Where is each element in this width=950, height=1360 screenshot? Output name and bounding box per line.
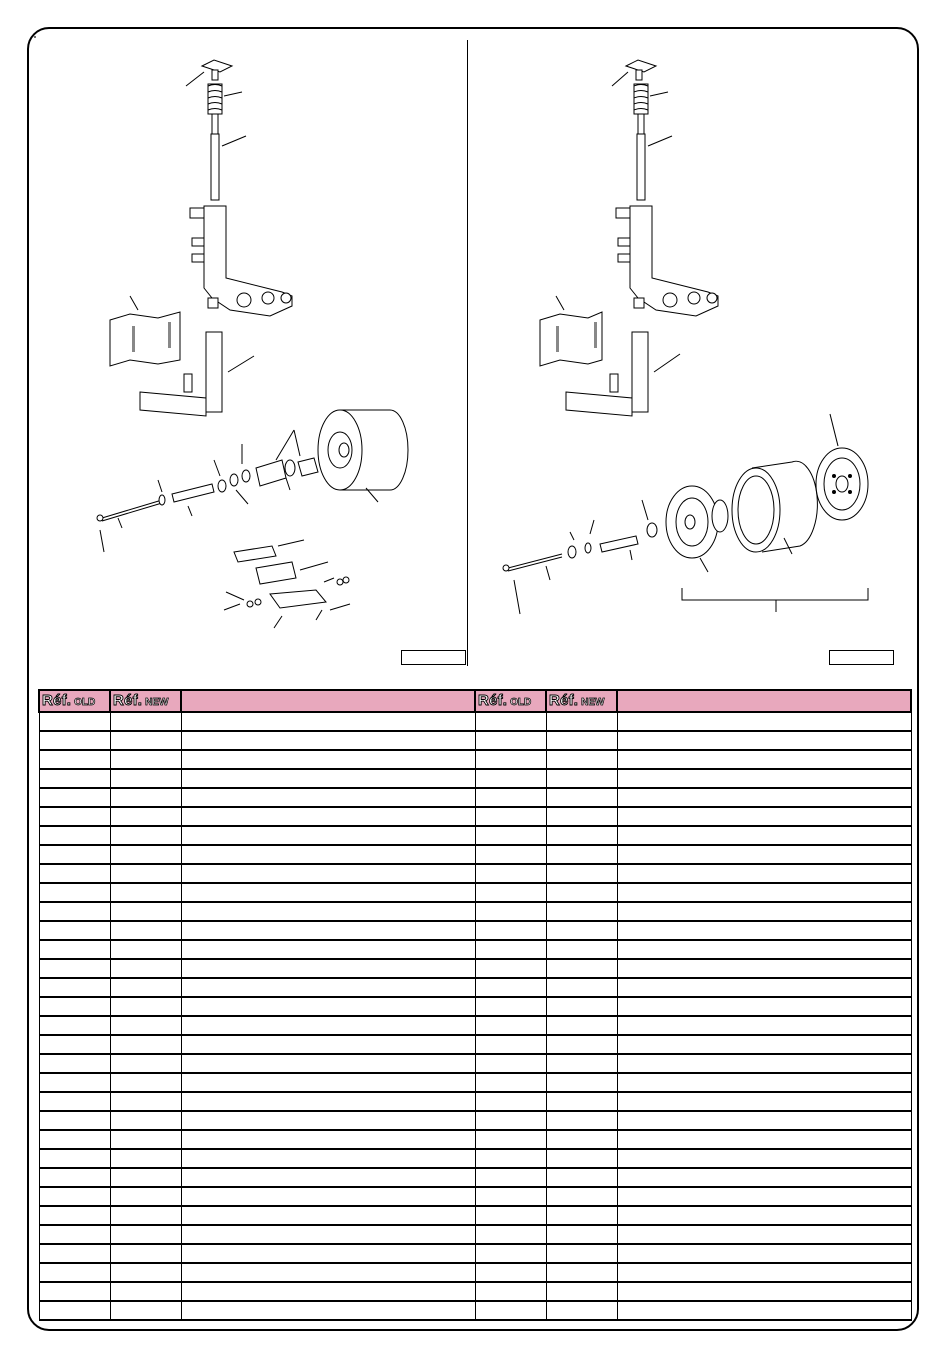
axle-right bbox=[503, 500, 657, 614]
cell-ref-old-right bbox=[475, 1016, 546, 1035]
cell-description-left bbox=[181, 1168, 475, 1187]
table-row bbox=[39, 921, 911, 940]
cell-ref-new-right bbox=[546, 1092, 617, 1111]
cell-ref-new-left bbox=[110, 940, 181, 959]
cell-description-left bbox=[181, 845, 475, 864]
cell-ref-new-left bbox=[110, 1092, 181, 1111]
cell-description-right bbox=[617, 978, 911, 997]
cell-ref-new-right bbox=[546, 1073, 617, 1092]
caster-knob-left bbox=[186, 60, 232, 86]
cell-ref-new-right bbox=[546, 883, 617, 902]
scraper-plates-left bbox=[224, 540, 350, 628]
cell-ref-old-left bbox=[39, 1092, 110, 1111]
cell-ref-old-left bbox=[39, 1054, 110, 1073]
cell-ref-old-right bbox=[475, 1054, 546, 1073]
spring-left bbox=[208, 84, 242, 114]
cell-ref-old-left bbox=[39, 978, 110, 997]
cell-ref-old-right bbox=[475, 1168, 546, 1187]
cell-ref-new-right bbox=[546, 826, 617, 845]
cell-ref-new-right bbox=[546, 1149, 617, 1168]
cell-description-left bbox=[181, 959, 475, 978]
cell-ref-new-right bbox=[546, 1035, 617, 1054]
cell-ref-old-left bbox=[39, 1244, 110, 1263]
cell-ref-old-left bbox=[39, 769, 110, 788]
cell-description-left bbox=[181, 712, 475, 731]
table-row bbox=[39, 978, 911, 997]
cell-ref-old-left bbox=[39, 750, 110, 769]
cell-description-left bbox=[181, 788, 475, 807]
cell-ref-old-right bbox=[475, 731, 546, 750]
table-row bbox=[39, 712, 911, 731]
cell-ref-new-right bbox=[546, 1282, 617, 1301]
cell-ref-new-left bbox=[110, 807, 181, 826]
cell-ref-old-right bbox=[475, 1035, 546, 1054]
cell-description-left bbox=[181, 921, 475, 940]
cell-ref-new-left bbox=[110, 1301, 181, 1320]
cell-ref-old-right bbox=[475, 997, 546, 1016]
cell-ref-new-left bbox=[110, 712, 181, 731]
cell-description-left bbox=[181, 750, 475, 769]
cell-ref-new-left bbox=[110, 1054, 181, 1073]
cell-ref-old-left bbox=[39, 807, 110, 826]
cell-description-right bbox=[617, 1111, 911, 1130]
cell-ref-new-right bbox=[546, 712, 617, 731]
cell-description-right bbox=[617, 1301, 911, 1320]
axle-left bbox=[97, 430, 318, 552]
cell-ref-old-left bbox=[39, 1187, 110, 1206]
cell-description-left bbox=[181, 769, 475, 788]
cell-ref-old-left bbox=[39, 1225, 110, 1244]
cell-ref-new-left bbox=[110, 959, 181, 978]
table-row bbox=[39, 1168, 911, 1187]
left-assembly-diagram bbox=[97, 60, 408, 628]
cell-ref-old-right bbox=[475, 864, 546, 883]
table-row bbox=[39, 1301, 911, 1320]
cell-ref-old-right bbox=[475, 902, 546, 921]
cell-description-left bbox=[181, 1187, 475, 1206]
cell-ref-new-right bbox=[546, 845, 617, 864]
table-row bbox=[39, 1244, 911, 1263]
cell-description-right bbox=[617, 864, 911, 883]
cell-ref-new-right bbox=[546, 1187, 617, 1206]
cell-description-left bbox=[181, 902, 475, 921]
cell-ref-old-right bbox=[475, 1244, 546, 1263]
table-row bbox=[39, 807, 911, 826]
cell-ref-old-right bbox=[475, 1187, 546, 1206]
cell-ref-new-left bbox=[110, 997, 181, 1016]
cell-ref-old-right bbox=[475, 845, 546, 864]
table-row bbox=[39, 788, 911, 807]
guard-plate-left bbox=[110, 296, 180, 366]
cell-ref-new-right bbox=[546, 959, 617, 978]
cell-ref-new-right bbox=[546, 902, 617, 921]
cell-ref-old-right bbox=[475, 788, 546, 807]
table-row bbox=[39, 769, 911, 788]
cell-description-left bbox=[181, 1092, 475, 1111]
cell-ref-new-left bbox=[110, 731, 181, 750]
cell-ref-new-left bbox=[110, 1282, 181, 1301]
cell-ref-old-left bbox=[39, 940, 110, 959]
cell-ref-new-right bbox=[546, 997, 617, 1016]
table-row bbox=[39, 845, 911, 864]
cell-description-right bbox=[617, 845, 911, 864]
cell-description-left bbox=[181, 1149, 475, 1168]
cell-ref-new-right bbox=[546, 731, 617, 750]
cell-ref-old-left bbox=[39, 1149, 110, 1168]
cell-ref-new-left bbox=[110, 788, 181, 807]
header-ref-old-right: Réf. OLD bbox=[475, 690, 546, 712]
cell-description-left bbox=[181, 1035, 475, 1054]
cell-description-left bbox=[181, 1073, 475, 1092]
header-ref-old-left: Réf. OLD bbox=[39, 690, 110, 712]
header-description-left bbox=[181, 690, 475, 712]
cell-ref-old-left bbox=[39, 1035, 110, 1054]
table-row bbox=[39, 731, 911, 750]
table-row bbox=[39, 883, 911, 902]
cell-description-right bbox=[617, 997, 911, 1016]
cell-description-right bbox=[617, 750, 911, 769]
roller-drum-left bbox=[318, 410, 408, 502]
cell-description-right bbox=[617, 921, 911, 940]
cell-ref-new-right bbox=[546, 921, 617, 940]
cell-ref-old-left bbox=[39, 1282, 110, 1301]
cell-ref-old-left bbox=[39, 788, 110, 807]
cell-description-right bbox=[617, 731, 911, 750]
roller-shell-right bbox=[732, 461, 817, 554]
cell-description-right bbox=[617, 1206, 911, 1225]
bracket-right bbox=[616, 206, 718, 316]
caster-knob-right bbox=[612, 60, 656, 86]
cell-ref-new-right bbox=[546, 1054, 617, 1073]
table-row bbox=[39, 1111, 911, 1130]
cell-ref-new-right bbox=[546, 788, 617, 807]
cell-description-right bbox=[617, 959, 911, 978]
cell-description-right bbox=[617, 1282, 911, 1301]
cell-ref-new-right bbox=[546, 1301, 617, 1320]
table-row bbox=[39, 750, 911, 769]
cell-description-left bbox=[181, 940, 475, 959]
cell-ref-old-left bbox=[39, 921, 110, 940]
table-row bbox=[39, 1187, 911, 1206]
cell-ref-old-left bbox=[39, 1168, 110, 1187]
cell-ref-old-left bbox=[39, 1130, 110, 1149]
cell-description-right bbox=[617, 712, 911, 731]
cell-ref-old-left bbox=[39, 826, 110, 845]
cell-ref-old-right bbox=[475, 978, 546, 997]
cell-description-right bbox=[617, 826, 911, 845]
cell-description-left bbox=[181, 1225, 475, 1244]
cell-description-left bbox=[181, 1244, 475, 1263]
cell-ref-new-right bbox=[546, 807, 617, 826]
cell-ref-old-right bbox=[475, 807, 546, 826]
cell-description-right bbox=[617, 1073, 911, 1092]
right-assembly-diagram bbox=[503, 60, 868, 614]
cell-ref-old-left bbox=[39, 1111, 110, 1130]
cell-ref-new-left bbox=[110, 1016, 181, 1035]
cell-ref-old-left bbox=[39, 864, 110, 883]
table-row bbox=[39, 1225, 911, 1244]
parts-list-body bbox=[39, 712, 911, 1320]
cell-description-right bbox=[617, 1187, 911, 1206]
cell-description-left bbox=[181, 978, 475, 997]
cell-description-right bbox=[617, 788, 911, 807]
cell-ref-old-right bbox=[475, 1225, 546, 1244]
cell-description-right bbox=[617, 1263, 911, 1282]
cell-ref-old-left bbox=[39, 1016, 110, 1035]
cell-description-left bbox=[181, 1016, 475, 1035]
wheel-hub-left-right bbox=[666, 486, 728, 572]
cell-ref-new-left bbox=[110, 1111, 181, 1130]
cell-ref-old-right bbox=[475, 1111, 546, 1130]
guard-plate-right bbox=[540, 296, 602, 366]
cell-ref-new-right bbox=[546, 1244, 617, 1263]
cell-description-left bbox=[181, 1111, 475, 1130]
cell-ref-new-left bbox=[110, 978, 181, 997]
cell-description-left bbox=[181, 1054, 475, 1073]
cell-description-right bbox=[617, 883, 911, 902]
cell-description-right bbox=[617, 1225, 911, 1244]
cell-ref-new-left bbox=[110, 750, 181, 769]
cell-ref-new-left bbox=[110, 883, 181, 902]
cell-description-right bbox=[617, 1149, 911, 1168]
shaft-left bbox=[211, 114, 246, 200]
cell-description-left bbox=[181, 1301, 475, 1320]
cell-description-right bbox=[617, 1035, 911, 1054]
cell-ref-new-right bbox=[546, 1206, 617, 1225]
table-row bbox=[39, 1206, 911, 1225]
cell-ref-old-left bbox=[39, 1301, 110, 1320]
cell-ref-new-left bbox=[110, 1187, 181, 1206]
cell-description-left bbox=[181, 1206, 475, 1225]
cell-description-right bbox=[617, 1092, 911, 1111]
cell-ref-old-left bbox=[39, 997, 110, 1016]
cell-ref-old-right bbox=[475, 1301, 546, 1320]
cell-ref-old-right bbox=[475, 769, 546, 788]
bracket-left bbox=[190, 206, 292, 316]
cell-ref-new-left bbox=[110, 1035, 181, 1054]
cell-description-right bbox=[617, 1168, 911, 1187]
cell-ref-new-left bbox=[110, 1263, 181, 1282]
cell-ref-new-right bbox=[546, 1016, 617, 1035]
cell-ref-old-left bbox=[39, 712, 110, 731]
cell-ref-old-right bbox=[475, 940, 546, 959]
table-row bbox=[39, 1092, 911, 1111]
cell-description-left bbox=[181, 731, 475, 750]
cell-description-right bbox=[617, 1244, 911, 1263]
cell-ref-new-right bbox=[546, 1130, 617, 1149]
cell-ref-new-left bbox=[110, 1073, 181, 1092]
cell-ref-new-left bbox=[110, 902, 181, 921]
cell-ref-new-left bbox=[110, 1149, 181, 1168]
table-row bbox=[39, 1054, 911, 1073]
table-row bbox=[39, 997, 911, 1016]
cell-description-left bbox=[181, 997, 475, 1016]
spring-right bbox=[634, 84, 668, 114]
cell-description-right bbox=[617, 1054, 911, 1073]
header-ref-new-right: Réf. NEW bbox=[546, 690, 617, 712]
cell-description-left bbox=[181, 864, 475, 883]
cell-ref-old-right bbox=[475, 1130, 546, 1149]
cell-description-left bbox=[181, 1263, 475, 1282]
parts-list-table bbox=[38, 689, 912, 1321]
cell-description-left bbox=[181, 807, 475, 826]
table-row bbox=[39, 826, 911, 845]
cell-ref-new-left bbox=[110, 1206, 181, 1225]
table-row bbox=[39, 1035, 911, 1054]
cell-ref-new-left bbox=[110, 864, 181, 883]
cell-ref-new-right bbox=[546, 1225, 617, 1244]
cell-ref-new-right bbox=[546, 864, 617, 883]
cell-ref-new-right bbox=[546, 1111, 617, 1130]
cell-ref-new-left bbox=[110, 845, 181, 864]
cell-description-left bbox=[181, 883, 475, 902]
cell-ref-old-right bbox=[475, 1149, 546, 1168]
cell-ref-new-right bbox=[546, 769, 617, 788]
header-ref-new-left: Réf. NEW bbox=[110, 690, 181, 712]
table-row bbox=[39, 864, 911, 883]
cell-ref-old-right bbox=[475, 1263, 546, 1282]
table-row bbox=[39, 940, 911, 959]
table-row bbox=[39, 1130, 911, 1149]
table-row bbox=[39, 1282, 911, 1301]
cell-ref-old-right bbox=[475, 1073, 546, 1092]
cell-ref-old-left bbox=[39, 883, 110, 902]
cell-ref-old-right bbox=[475, 1282, 546, 1301]
cell-ref-old-left bbox=[39, 731, 110, 750]
cell-ref-new-right bbox=[546, 978, 617, 997]
table-row bbox=[39, 1073, 911, 1092]
cell-description-left bbox=[181, 1130, 475, 1149]
cell-ref-new-left bbox=[110, 1130, 181, 1149]
cell-ref-old-right bbox=[475, 712, 546, 731]
cell-ref-new-left bbox=[110, 1168, 181, 1187]
table-row bbox=[39, 1263, 911, 1282]
cell-ref-new-left bbox=[110, 1225, 181, 1244]
cell-ref-old-left bbox=[39, 1263, 110, 1282]
shaft-right bbox=[637, 114, 672, 200]
cell-description-right bbox=[617, 940, 911, 959]
cell-description-right bbox=[617, 902, 911, 921]
cell-description-right bbox=[617, 1016, 911, 1035]
table-row bbox=[39, 902, 911, 921]
cell-ref-new-right bbox=[546, 750, 617, 769]
cell-ref-old-left bbox=[39, 845, 110, 864]
roller-assembly-bracket bbox=[682, 588, 868, 612]
cell-ref-old-right bbox=[475, 750, 546, 769]
cell-description-right bbox=[617, 1130, 911, 1149]
cell-description-right bbox=[617, 807, 911, 826]
cell-ref-old-left bbox=[39, 902, 110, 921]
cell-ref-new-right bbox=[546, 940, 617, 959]
wheel-hub-right-right bbox=[816, 414, 868, 520]
figure-label-right bbox=[829, 650, 894, 665]
cell-ref-old-right bbox=[475, 921, 546, 940]
cell-ref-old-right bbox=[475, 959, 546, 978]
table-header-row bbox=[39, 690, 911, 712]
cell-ref-old-right bbox=[475, 1206, 546, 1225]
cell-ref-new-right bbox=[546, 1263, 617, 1282]
cell-description-left bbox=[181, 826, 475, 845]
cell-ref-old-right bbox=[475, 826, 546, 845]
table-row bbox=[39, 1149, 911, 1168]
cell-description-right bbox=[617, 769, 911, 788]
cell-ref-old-right bbox=[475, 883, 546, 902]
cell-ref-old-left bbox=[39, 1206, 110, 1225]
header-description-right bbox=[617, 690, 911, 712]
cell-ref-new-right bbox=[546, 1168, 617, 1187]
table-row bbox=[39, 1016, 911, 1035]
cell-ref-old-left bbox=[39, 959, 110, 978]
cell-ref-old-right bbox=[475, 1092, 546, 1111]
cell-ref-new-left bbox=[110, 1244, 181, 1263]
cell-ref-old-left bbox=[39, 1073, 110, 1092]
cell-description-left bbox=[181, 1282, 475, 1301]
figure-label-left bbox=[401, 650, 466, 665]
cell-ref-new-left bbox=[110, 921, 181, 940]
cell-ref-new-left bbox=[110, 769, 181, 788]
table-row bbox=[39, 959, 911, 978]
cell-ref-new-left bbox=[110, 826, 181, 845]
